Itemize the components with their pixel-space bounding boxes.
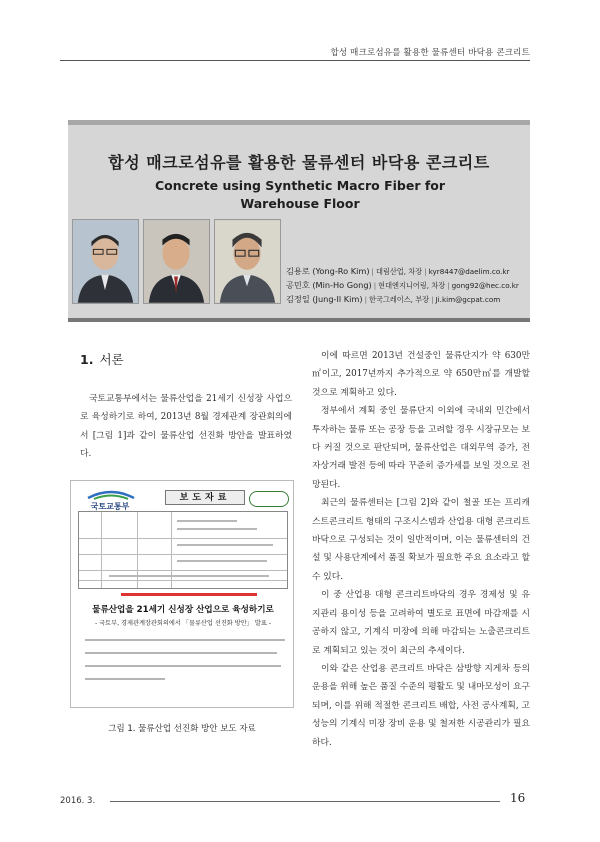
section-title: 서론: [99, 352, 124, 367]
author-name: 공민호 (Min-Ho Gong): [286, 280, 372, 290]
page-number: 16: [510, 791, 526, 805]
body-text-line: [85, 639, 285, 641]
author-portrait-2: [144, 220, 209, 303]
author-name: 김용로 (Yong-Ro Kim): [286, 266, 370, 276]
author-line-1: 김용로 (Yong-Ro Kim) | 대림산업, 차장 | kyr8447@daelim.co.kr: [286, 266, 510, 276]
author-name: 김정일 (Jung-Il Kim): [286, 294, 363, 304]
section-number: 1.: [80, 352, 94, 367]
author-portrait-3: [215, 220, 280, 303]
author-portrait-1: [73, 220, 138, 303]
press-release-subheadline: - 국토부, 경제관계장관회의에서 「물류산업 선진화 방안」 발표 -: [94, 620, 272, 627]
body-text-line: [85, 665, 281, 667]
table-row: [79, 554, 287, 555]
table-text-line: [109, 575, 269, 577]
ministry-name: 국토교통부: [90, 502, 130, 511]
author-line-2: 공민호 (Min-Ho Gong) | 현대엔지니어링, 차장 | gong92@hec.co.kr: [286, 280, 519, 290]
table-row: [79, 538, 287, 539]
body-text-line: [85, 678, 165, 680]
author-affiliation: 한국그레이스, 부장: [369, 295, 430, 304]
table-text-line: [177, 560, 267, 562]
press-release-title: 보도자료: [165, 490, 245, 505]
author-email: Ji.kim@gcpat.com: [435, 295, 501, 304]
banner-bottom-rule: [68, 318, 530, 322]
press-release-info-table: [78, 511, 288, 589]
table-divider: [101, 512, 102, 588]
title-korean: 합성 매크로섬유를 활용한 물류센터 바닥용 콘크리트: [108, 153, 490, 172]
body-text-line: [85, 652, 277, 654]
table-text-line: [177, 520, 237, 522]
table-row: [79, 580, 287, 581]
title-english: [100, 177, 500, 213]
author-photo-1: [72, 219, 139, 304]
footer-date: 2016. 3.: [60, 796, 96, 806]
press-release-body: [85, 639, 285, 691]
left-column: [80, 390, 292, 464]
press-release-headline: 물류산업을 21세기 신성장 산업으로 육성하기로: [92, 605, 274, 615]
broadcast-notice-bar: [121, 593, 257, 596]
ministry-logo-mark: [86, 490, 136, 500]
author-affiliation: 현대엔지니어링, 차장: [378, 281, 446, 290]
section-heading: [80, 350, 124, 368]
table-text-line: [177, 528, 257, 530]
author-line-3: 김정일 (Jung-Il Kim) | 한국그레이스, 부장 | Ji.kim@gcpat.com: [286, 294, 501, 304]
author-email: gong92@hec.co.kr: [451, 281, 519, 290]
figure-1-press-release: [70, 480, 294, 708]
body-paragraph: 국토교통부에서는 물류산업을 21세기 신성장 사업으로 육성하기로 하여, 2013년 8월 경제관계 장관회의에서 [그림 1]과 같이 물류산업 선진화 방안을 발표하였다.: [80, 394, 292, 460]
author-affiliation: 대림산업, 차장: [375, 267, 423, 276]
header-rule: [60, 60, 530, 61]
body-paragraph: 이 중 산업용 대형 콘크리트바닥의 경우 경제성 및 유지관리 용이성 등을 고려하여 별도로 표면에 마감재를 시공하지 않고, 기계식 미장에 의해 마감되는 노출콘크리트로 계획되고 있는 것이 최근의 추세이다.: [312, 590, 530, 656]
figure-1-caption: 그림 1. 물류산업 선진화 방안 보도 자료: [108, 724, 256, 734]
title-english-line-2: Warehouse Floor: [240, 196, 360, 211]
author-email: kyr8447@daelim.co.kr: [428, 267, 510, 276]
body-paragraph: 이에 따르면 2013년 건설중인 물류단지가 약 630만㎡이고, 2017년까지 추가적으로 약 650만㎡를 개발할 것으로 계획하고 있다.: [312, 351, 530, 398]
table-row: [79, 570, 287, 571]
author-photo-2: [143, 219, 210, 304]
footer-rule: [110, 801, 500, 802]
body-paragraph: 정부에서 계획 중인 물류단지 이외에 국내외 민간에서 투자하는 물류 또는 공장 등을 고려할 경우 시장규모는 보다 커질 것으로 판단되며, 물류산업은 대외무역 증가, 전자상거래 발전 등에 따라 꾸준히 증가세를 보일 것으로 전망된다.: [312, 406, 530, 490]
title-english-line-1: Concrete using Synthetic Macro Fiber for: [154, 178, 446, 193]
table-text-line: [177, 544, 273, 546]
body-paragraph: 이와 같은 산업용 콘크리트 바닥은 삼방향 지게차 등의 운용을 위해 높은 품질 수준의 평활도 및 내마모성이 요구되며, 이를 위해 적절한 콘크리트 배합, 사전 공사계획, 고성능의 기계식 미장 장비 운용 및 철저한 시공관리가 필요하다.: [312, 663, 530, 748]
body-paragraph: 최근의 물류센터는 [그림 2]와 같이 철골 또는 프리캐스트콘크리트 형태의 구조시스템과 산업용 대형 콘크리트바닥으로 구성되는 것이 일반적이며, 이는 물류센터의 건설 및 사용단계에서 품질 확보가 필요한 주요 요소라고 할 수 있다.: [312, 498, 530, 582]
right-column: [312, 347, 530, 752]
author-photo-3: [214, 219, 281, 304]
running-header: 합성 매크로섬유를 활용한 물류센터 바닥용 콘크리트: [330, 48, 530, 58]
slogan-badge: [249, 491, 289, 507]
banner-accent: [68, 120, 530, 125]
